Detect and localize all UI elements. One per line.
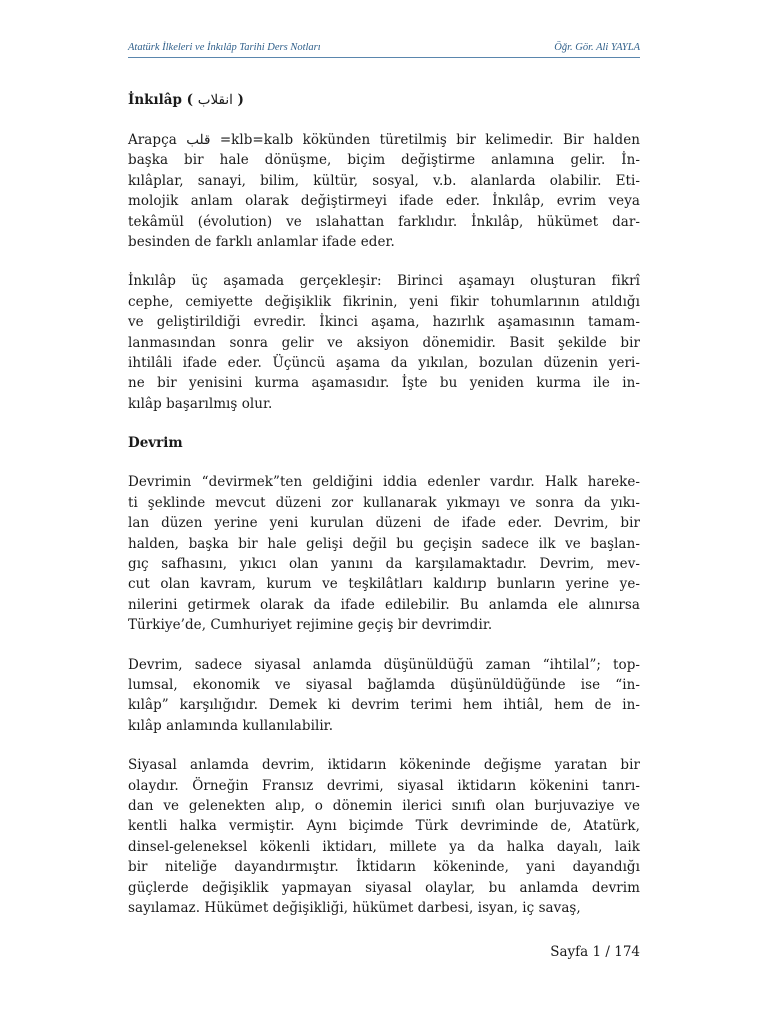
header-divider xyxy=(128,57,640,58)
paragraph-line: ti şeklinde mevcut düzeni zor kullanarak yıkmayı ve sonra da yıkı- xyxy=(128,494,640,511)
paragraph-line: başka bir hale dönüşme, biçim değiştirme anlamına gelir. İn- xyxy=(128,152,640,169)
paragraph-line: cephe, cemiyette değişiklik fikrinin, yeni fikir tohumlarının atıldığı xyxy=(128,293,640,310)
paragraph-line: nilerini getirmek olarak da ifade edilebilir. Bu anlamda ele alınırsa xyxy=(128,596,640,613)
section-heading-devrim: Devrim xyxy=(128,435,183,452)
paragraph-line: besinden de farklı anlamlar ifade eder. xyxy=(128,234,395,251)
title-paren-open: ( xyxy=(181,92,198,108)
paragraph-line: cut olan kavram, kurum ve teşkilâtları kaldırıp bunların yerine ye- xyxy=(128,576,640,593)
paragraph xyxy=(128,655,640,737)
intro-paragraphs xyxy=(128,130,640,414)
paragraph-line: Devrimin “devirmek”ten geldiğini iddia edenler vardır. Halk hareke- xyxy=(128,474,640,491)
paragraph-line: güçlerde değişiklik yapmayan siyasal olaylar, bu anlamda devrim xyxy=(128,879,640,896)
paragraph-line: halden, başka bir hale gelişi değil bu geçişin sadece ilk ve başlan- xyxy=(128,535,640,552)
paragraph-line: kılâp anlamında kullanılabilir. xyxy=(128,717,334,734)
paragraph-line: Siyasal anlamda devrim, iktidarın kökeninde değişme yaratan bir xyxy=(128,757,640,774)
page-title xyxy=(128,90,640,110)
title-arabic: انقلاب xyxy=(197,92,233,108)
paragraph-line: kılâp” karşılığıdır. Demek ki devrim terimi hem ihtiâl, hem de in- xyxy=(128,697,640,714)
header-author: Öğr. Gör. Ali YAYLA xyxy=(554,42,640,53)
paragraph-line: sayılamaz. Hükümet değişikliği, hükümet darbesi, isyan, iç savaş, xyxy=(128,900,581,916)
paragraph-line: Devrim, sadece siyasal anlamda düşünüldüğü zaman “ihtilal”; top- xyxy=(128,656,640,673)
paragraph-line: Türkiye’de, Cumhuriyet rejimine geçiş bir devrimdir. xyxy=(128,617,493,634)
paragraph-line: olaydır. Örneğin Fransız devrimi, siyasal iktidarın kökenini tanrı- xyxy=(128,777,640,794)
page-number: Sayfa 1 / 174 xyxy=(550,944,640,960)
paragraph-line: lan düzen yerine yeni kurulan düzeni de ifade eder. Devrim, bir xyxy=(128,515,640,532)
paragraph-line: bir niteliğe dayandırmıştır. İktidarın kökeninde, yani dayandığı xyxy=(128,859,640,876)
paragraph-line: dinsel-geleneksel kökenli iktidarı, millete ya da halka dayalı, laik xyxy=(128,838,640,855)
paragraph-line: kentli halka vermiştir. Aynı biçimde Türk devriminde de, Atatürk, xyxy=(128,818,640,835)
page-header xyxy=(128,40,640,56)
paragraph xyxy=(128,472,640,635)
paragraph-line: tekâmül (évolution) ve ıslahattan farklıdır. İnkılâp, hükümet dar- xyxy=(128,213,640,230)
paragraph xyxy=(128,271,640,414)
paragraph-line: lanmasından sonra gelir ve aksiyon dönemidir. Basit şekilde bir xyxy=(128,334,640,351)
devrim-paragraphs xyxy=(128,472,640,918)
header-course-title: Atatürk İlkeleri ve İnkılâp Tarihi Ders Notları xyxy=(128,42,321,53)
paragraph-line: kılâplar, sanayi, bilim, kültür, sosyal, v.b. alanlarda olabilir. Eti- xyxy=(128,172,640,189)
paragraph-line: ihtilâli ifade eder. Üçüncü aşama da yıkılan, bozulan düzenin yeri- xyxy=(128,355,640,372)
paragraph-line: ne bir yenisini kurma aşamasıdır. İşte bu yeniden kurma ile in- xyxy=(128,375,640,392)
paragraph-line: kılâp başarılmış olur. xyxy=(128,395,273,412)
title-word: İnkılâp xyxy=(128,92,182,108)
document-body xyxy=(128,90,640,937)
paragraph xyxy=(128,130,640,252)
paragraph-line: gıç safhasını, yıkıcı olan yanını da karşılamaktadır. Devrim, mev- xyxy=(128,555,640,572)
paragraph-line: lumsal, ekonomik ve siyasal bağlamda düşünüldüğünde ise “in- xyxy=(128,676,640,693)
title-paren-close: ) xyxy=(232,92,244,108)
paragraph-line: ve geliştirildiği evredir. İkinci aşama, hazırlık aşamasının tamam- xyxy=(128,314,640,331)
paragraph-line: dan ve gelenekten alıp, o dönemin ilerici sınıfı olan burjuvaziye ve xyxy=(128,797,640,814)
paragraph-line: Arapça قلب =klb=kalb kökünden türetilmiş bir kelimedir. Bir halden xyxy=(128,132,640,148)
paragraph xyxy=(128,755,640,918)
paragraph-line: İnkılâp üç aşamada gerçekleşir: Birinci aşamayı oluşturan fikrî xyxy=(128,273,640,290)
paragraph-line: molojik anlam olarak değiştirmeyi ifade eder. İnkılâp, evrim veya xyxy=(128,193,640,210)
